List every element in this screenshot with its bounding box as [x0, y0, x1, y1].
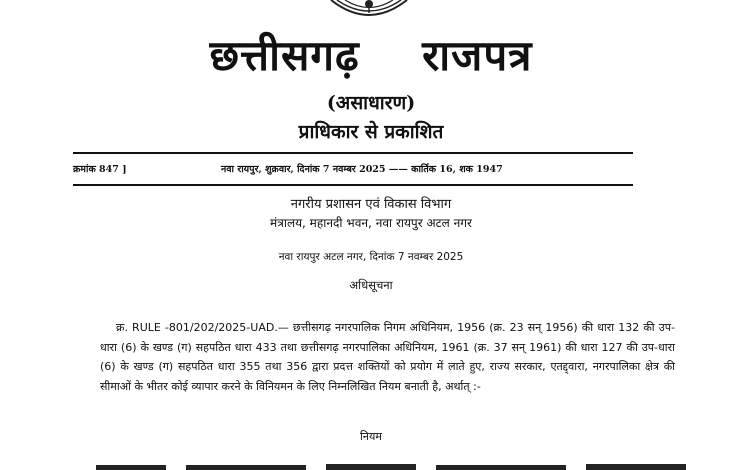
state-emblem-icon: [321, 0, 417, 22]
cut-off-text-line: [96, 462, 686, 470]
gazette-subtitle: (असाधारण): [326, 92, 416, 114]
notice-heading: अधिसूचना: [349, 278, 393, 292]
header-divider-top: [73, 152, 633, 154]
notice-body: [100, 318, 675, 396]
gazette-title: छत्तीसगढ़ राजपत्र: [209, 31, 533, 80]
rules-heading: नियम: [360, 430, 382, 443]
notice-body-text: क्र. RULE -801/202/2025-UAD.— छत्तीसगढ़ नगरपालिक निगम अधिनियम, 1956 (क्र. 23 सन् 1956) की धारा 132 की उप-धारा (6) के खण्ड (ग) सहपठित धारा 433 तथा छत्तीसगढ़ नगरपालिका अधिनियम, 1961 (क्र. 37 सन् 1961) की धारा 127 की उप-धारा (6) के खण्ड (ग) सहपठित धारा 355 तथा 356 द्वारा प्रदत्त शक्तियों को प्रयोग में लाते हुए, राज्य सरकार, एतद्द्वारा, नगरपालिका क्षेत्र की सीमाओं के भीतर कोई व्यापार करने के विनियमन के लिए निम्नलिखित नियम बनाती है, अर्थात् :-: [100, 321, 675, 393]
department-name: नगरीय प्रशासन एवं विकास विभाग: [290, 197, 452, 212]
notice-place-date: नवा रायपुर अटल नगर, दिनांक 7 नवम्बर 2025: [278, 251, 464, 263]
issue-number: क्रमांक 847 ]: [73, 164, 127, 175]
issue-line: [73, 160, 633, 180]
gazette-authority-line: प्राधिकार से प्रकाशित: [298, 121, 444, 143]
department-address: मंत्रालय, महानदी भवन, नवा रायपुर अटल नगर: [270, 216, 472, 230]
issue-date: नवा रायपुर, शुक्रवार, दिनांक 7 नवम्बर 2025 —— कार्तिक 16, शक 1947: [221, 164, 503, 175]
header-divider-bottom: [73, 184, 633, 186]
